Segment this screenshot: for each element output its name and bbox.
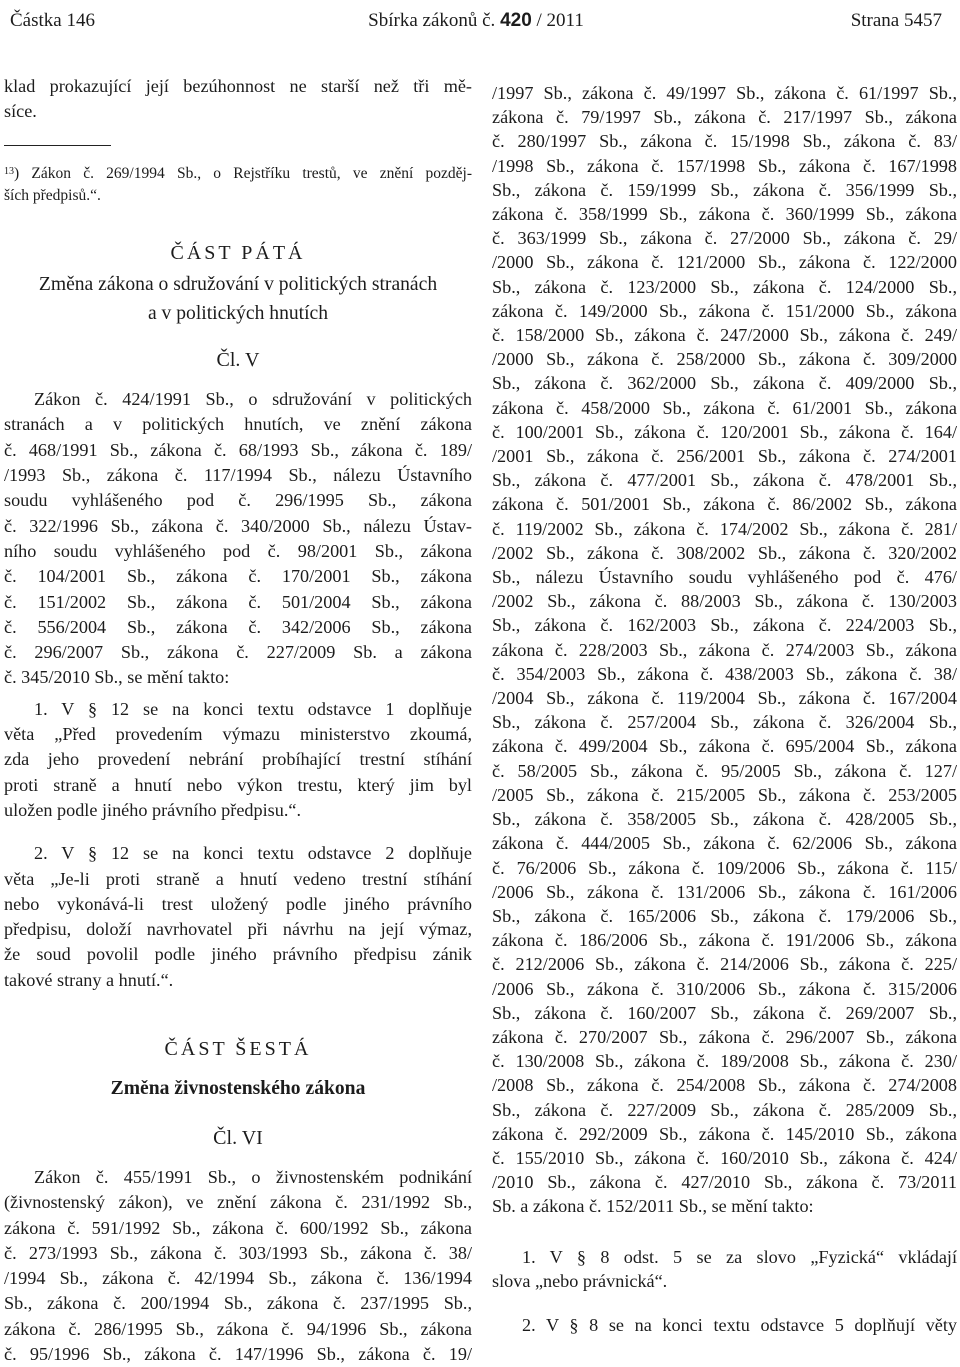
subtitle-line: a v politických hnutích [147, 302, 329, 324]
text-line: zákona č. 358/1999 Sb., zákona č. 360/1999 Sb., zákona [492, 204, 957, 225]
text-line: Zákon č. 424/1991 Sb., o sdružování v politických [34, 389, 472, 410]
text-line: /1997 Sb., zákona č. 49/1997 Sb., zákona č. 61/1997 Sb., [492, 83, 957, 103]
text-line: Sb., zákona č. 162/2003 Sb., zákona č. 224/2003 Sb., [492, 615, 957, 636]
footnote-text: ) Zákon č. 269/1994 Sb., o Rejstříku trestů, ve znění pozděj- [14, 164, 472, 182]
text-line: /2005 Sb., zákona č. 215/2005 Sb., zákona č. 253/2005 [492, 784, 957, 805]
text-line: zákona č. 292/2009 Sb., zákona č. 145/2010 Sb., zákona [492, 1123, 957, 1144]
text-line: /2002 Sb., zákona č. 308/2002 Sb., zákona č. 320/2002 [492, 542, 957, 563]
part-six-subtitle: Změna živnostenského zákona [110, 1078, 366, 1100]
article-six-heading: Čl. VI [213, 1126, 263, 1149]
text-line: takové strany a hnutí.“. [4, 969, 174, 990]
text-line: zákona č. 270/2007 Sb., zákona č. 296/2007 Sb., zákona [492, 1026, 957, 1047]
collection-year: / 2011 [536, 10, 584, 31]
text-line: 2. V § 8 se na konci textu odstavce 5 doplňují věty [522, 1314, 957, 1335]
text-line: č. 354/2003 Sb., zákona č. 438/2003 Sb., zákona č. 38/ [492, 663, 957, 684]
text-line: č. 212/2006 Sb., zákona č. 214/2006 Sb., zákona č. 225/ [492, 954, 957, 975]
text-line: /2000 Sb., zákona č. 258/2000 Sb., zákona č. 309/2000 [492, 349, 957, 370]
text-line: Zákon č. 455/1991 Sb., o živnostenském podnikání [34, 1166, 472, 1187]
text-line: Sb., zákona č. 477/2001 Sb., zákona č. 478/2001 Sb., [492, 470, 957, 491]
text-line: č. 296/2007 Sb., zákona č. 227/2009 Sb. a zákona [4, 642, 472, 663]
text-line: /2006 Sb., zákona č. 131/2006 Sb., zákona č. 161/2006 [492, 881, 957, 902]
text-line: /1994 Sb., zákona č. 42/1994 Sb., zákona č. 136/1994 [4, 1268, 472, 1289]
text-line: /1993 Sb., zákona č. 117/1994 Sb., nálezu Ústavního [4, 465, 472, 486]
text-line: č. 130/2008 Sb., zákona č. 189/2008 Sb., zákona č. 230/ [492, 1051, 957, 1072]
text-line: Sb., zákona č. 159/1999 Sb., zákona č. 356/1999 Sb., [492, 179, 957, 200]
text-line: zákona č. 186/2006 Sb., zákona č. 191/2006 Sb., zákona [492, 930, 957, 951]
text-line: klad prokazující její bezúhonnost ne starší než tři mě- [4, 76, 472, 96]
text-line: (živnostenský zákon), ve znění zákona č. 231/1992 Sb., [4, 1192, 472, 1213]
text-line: č. 556/2004 Sb., zákona č. 342/2006 Sb., zákona [4, 616, 472, 637]
text-line: č. 119/2002 Sb., zákona č. 174/2002 Sb., zákona č. 281/ [492, 518, 957, 539]
collection-title [10, 6, 942, 36]
collection-number: 420 [500, 10, 532, 31]
text-line: č. 104/2001 Sb., zákona č. 170/2001 Sb., zákona [4, 566, 472, 587]
text-line: 1. V § 8 odst. 5 se za slovo „Fyzická“ vkládají [522, 1246, 957, 1267]
text-line: předpisu, doloží navrhovatel při návrhu na její výmaz, [4, 919, 472, 940]
part-five-subtitle [4, 270, 472, 328]
text-line: uložen podle jiného právního předpisu.“. [4, 799, 301, 820]
text-line: zákona č. 591/1992 Sb., zákona č. 600/1992 Sb., zákona [4, 1217, 472, 1238]
text-line: věta „Je-li proti straně a hnutí vedeno trestní stíhání [4, 868, 472, 889]
article-five-heading: Čl. V [216, 348, 260, 371]
text-line: č. 95/1996 Sb., zákona č. 147/1996 Sb., zákona č. 19/ [4, 1343, 472, 1364]
text-line: č. 158/2000 Sb., zákona č. 247/2000 Sb., zákona č. 249/ [492, 325, 957, 346]
right-point-one-paragraph [492, 1245, 957, 1293]
text-line: Sb., zákona č. 123/2000 Sb., zákona č. 124/2000 Sb., [492, 276, 957, 297]
footnote-separator [4, 145, 111, 146]
text-line: zákona č. 228/2003 Sb., zákona č. 274/2003 Sb., zákona [492, 639, 957, 660]
text-line: věta „Před provedením výmazu ministerstvo zkoumá, [4, 724, 472, 745]
text-line: /2000 Sb., zákona č. 121/2000 Sb., zákona č. 122/2000 [492, 252, 957, 273]
text-line: zákona č. 444/2005 Sb., zákona č. 62/2006 Sb., zákona [492, 833, 957, 854]
text-line: č. 273/1993 Sb., zákona č. 303/1993 Sb., zákona č. 38/ [4, 1242, 472, 1263]
text-line: /2004 Sb., zákona č. 119/2004 Sb., zákona č. 167/2004 [492, 688, 957, 709]
text-line: zákona č. 286/1995 Sb., zákona č. 94/1996 Sb., zákona [4, 1318, 472, 1339]
point-one-paragraph [4, 697, 472, 823]
text-line: č. 468/1991 Sb., zákona č. 68/1993 Sb., zákona č. 189/ [4, 439, 472, 460]
text-line: /2008 Sb., zákona č. 254/2008 Sb., zákona č. 274/2008 [492, 1075, 957, 1096]
part-six-title: ČÁST ŠESTÁ [164, 1038, 312, 1061]
footnote-line [4, 163, 472, 185]
text-line: zákona č. 79/1997 Sb., zákona č. 217/1997 Sb., zákona [492, 107, 957, 128]
issue-number: Částka 146 [10, 10, 95, 31]
text-line: č. 345/2010 Sb., se mění takto: [4, 667, 230, 688]
text-line: /2010 Sb., zákona č. 427/2010 Sb., zákona č. 73/2011 [492, 1172, 957, 1193]
text-line: Sb., zákona č. 200/1994 Sb., zákona č. 237/1995 Sb., [4, 1293, 472, 1314]
text-line: slova „nebo právnická“. [492, 1270, 668, 1291]
part-five-title: ČÁST PÁTÁ [170, 241, 306, 264]
text-line: /2006 Sb., zákona č. 310/2006 Sb., zákona č. 315/2006 [492, 978, 957, 999]
collection-prefix: Sbírka zákonů č. [368, 10, 496, 31]
text-line: proti straně a hnutí nebo výkon trestu, který jim byl [4, 774, 472, 795]
left-column [4, 74, 472, 1367]
text-line: č. 151/2002 Sb., zákona č. 501/2004 Sb., zákona [4, 591, 472, 612]
right-column [492, 81, 957, 1337]
page-number: Strana 5457 [850, 10, 942, 31]
text-line: č. 155/2010 Sb., zákona č. 160/2010 Sb., zákona č. 424/ [492, 1147, 957, 1168]
right-point-two-paragraph [492, 1313, 957, 1337]
text-line: Sb. a zákona č. 152/2011 Sb., se mění takto: [492, 1196, 814, 1217]
text-line: stranách a v politických hnutích, ve znění zákona [4, 414, 472, 435]
page-header [10, 6, 942, 36]
text-line: č. 280/1997 Sb., zákona č. 15/1998 Sb., zákona č. 83/ [492, 131, 957, 152]
text-line: č. 58/2005 Sb., zákona č. 95/2005 Sb., zákona č. 127/ [492, 760, 957, 781]
footnote-marker: 13 [4, 165, 14, 177]
point-two-paragraph [4, 841, 472, 993]
article-five-body [4, 387, 472, 691]
text-line: Sb., zákona č. 358/2005 Sb., zákona č. 428/2005 Sb., [492, 809, 957, 830]
text-line: zákona č. 499/2004 Sb., zákona č. 695/2004 Sb., zákona [492, 736, 957, 757]
text-line: 1. V § 12 se na konci textu odstavce 1 doplňuje [34, 698, 472, 719]
text-line: Sb., zákona č. 165/2006 Sb., zákona č. 179/2006 Sb., [492, 905, 957, 926]
intro-paragraph [4, 74, 472, 125]
text-line: č. 363/1999 Sb., zákona č. 27/2000 Sb., zákona č. 29/ [492, 228, 957, 249]
text-line: Sb., zákona č. 362/2000 Sb., zákona č. 409/2000 Sb., [492, 373, 957, 394]
text-line: síce. [4, 101, 37, 122]
text-line: č. 100/2001 Sb., zákona č. 120/2001 Sb., zákona č. 164/ [492, 421, 957, 442]
text-line: 2. V § 12 se na konci textu odstavce 2 doplňuje [34, 843, 472, 864]
text-line: že soud povolil podle jiného právního předpisu zánik [4, 944, 472, 965]
footnote-line: ších předpisů.“. [4, 186, 101, 204]
text-line: Sb., zákona č. 160/2007 Sb., zákona č. 269/2007 Sb., [492, 1002, 957, 1023]
text-line: č. 322/1996 Sb., zákona č. 340/2000 Sb., nálezu Ústav- [4, 515, 472, 536]
text-line: Sb., nálezu Ústavního soudu vyhlášeného pod č. 476/ [492, 567, 957, 588]
article-six-body [4, 1165, 472, 1367]
text-line: zda jeho provedení nebrání probíhající trestní stíhání [4, 749, 472, 770]
amendment-list-paragraph [492, 81, 957, 1219]
text-line: soudu vyhlášeného pod č. 296/1995 Sb., zákona [4, 490, 472, 511]
footnote [4, 163, 472, 207]
text-line: Sb., zákona č. 227/2009 Sb., zákona č. 285/2009 Sb., [492, 1099, 957, 1120]
text-line: Sb., zákona č. 257/2004 Sb., zákona č. 326/2004 Sb., [492, 712, 957, 733]
subtitle-line: Změna zákona o sdružování v politických stranách [38, 273, 438, 295]
text-line: zákona č. 458/2000 Sb., zákona č. 61/2001 Sb., zákona [492, 397, 957, 418]
text-line: ního soudu vyhlášeného pod č. 98/2001 Sb., zákona [4, 540, 472, 561]
text-line: /1998 Sb., zákona č. 157/1998 Sb., zákona č. 167/1998 [492, 155, 957, 176]
text-line: /2002 Sb., zákona č. 88/2003 Sb., zákona č. 130/2003 [492, 591, 957, 612]
text-line: č. 76/2006 Sb., zákona č. 109/2006 Sb., zákona č. 115/ [492, 857, 957, 878]
text-line: zákona č. 501/2001 Sb., zákona č. 86/2002 Sb., zákona [492, 494, 957, 515]
text-line: /2001 Sb., zákona č. 256/2001 Sb., zákona č. 274/2001 [492, 446, 957, 467]
text-line: zákona č. 149/2000 Sb., zákona č. 151/2000 Sb., zákona [492, 300, 957, 321]
text-line: nebo vykonává-li trest uložený podle jiného právního [4, 893, 472, 914]
